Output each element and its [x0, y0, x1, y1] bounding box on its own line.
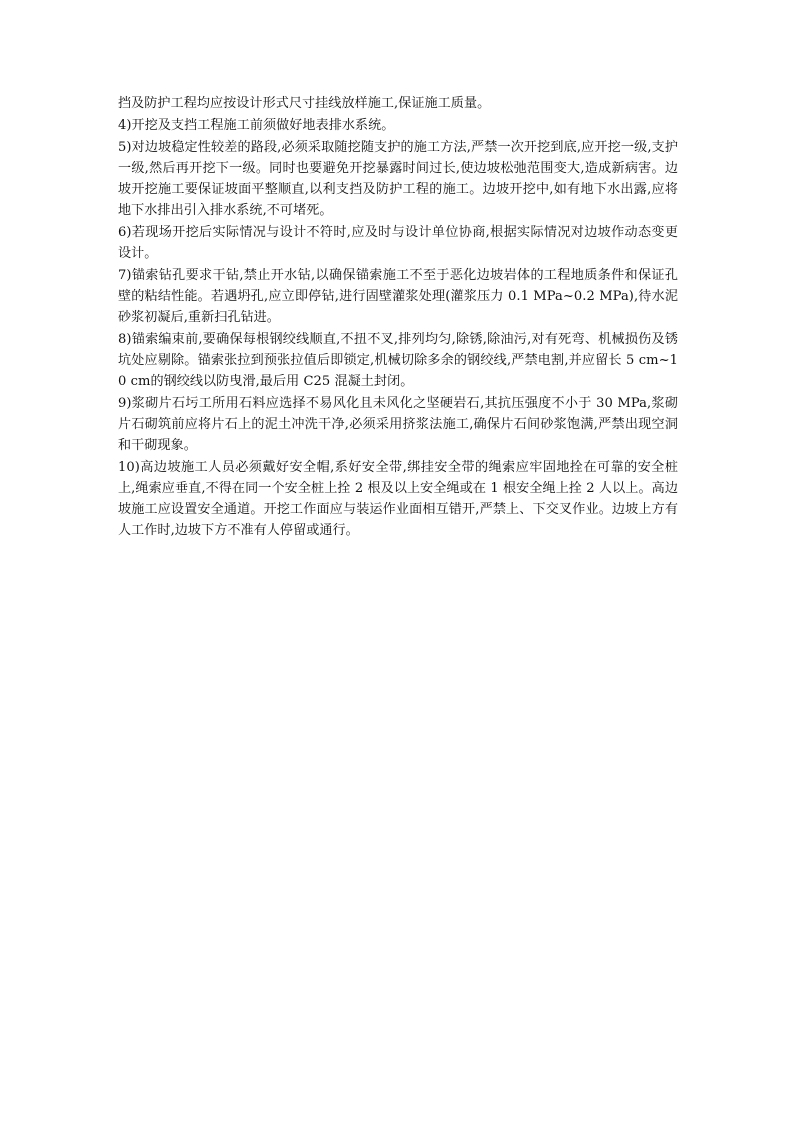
paragraph-item-8: 8)锚索编束前,要确保每根钢绞线顺直,不扭不叉,排列均匀,除锈,除油污,对有死弯、机械损伤及锈坑处应剔除。锚索张拉到预张拉值后即锁定,机械切除多余的钢绞线,严禁电割,并应留长 5 cm~10 cm的钢绞线以防曳滑,最后用 C25 混凝土封闭。	[118, 332, 678, 389]
document-page	[118, 93, 678, 542]
paragraph-item-9: 9)浆砌片石圬工所用石料应选择不易风化且未风化之坚硬岩石,其抗压强度不小于 30 MPa,浆砌片石砌筑前应将片石上的泥土冲洗干净,必须采用挤浆法施工,确保片石间砂浆饱满,严禁出现空洞和干砌现象。	[118, 396, 678, 453]
paragraph-continuation: 挡及防护工程均应按设计形式尺寸挂线放样施工,保证施工质量。	[118, 96, 491, 111]
paragraph-item-5: 5)对边坡稳定性较差的路段,必须采取随挖随支护的施工方法,严禁一次开挖到底,应开挖一级,支护一级,然后再开挖下一级。同时也要避免开挖暴露时间过长,使边坡松弛范围变大,造成新病害。边坡开挖施工要保证坡面平整顺直,以利支挡及防护工程的施工。边坡开挖中,如有地下水出露,应将地下水排出引入排水系统,不可堵死。	[118, 140, 678, 218]
paragraph-item-4: 4)开挖及支挡工程施工前须做好地表排水系统。	[118, 118, 395, 133]
paragraph-item-7: 7)锚索钻孔要求干钻,禁止开水钻,以确保锚索施工不至于恶化边坡岩体的工程地质条件和保证孔壁的粘结性能。若遇坍孔,应立即停钻,进行固壁灌浆处理(灌浆压力 0.1 MPa~0.2 MPa),待水泥砂浆初凝后,重新扫孔钻进。	[118, 268, 678, 325]
paragraph-item-10: 10)高边坡施工人员必须戴好安全帽,系好安全带,绑挂安全带的绳索应牢固地拴在可靠的安全桩上,绳索应垂直,不得在同一个安全桩上拴 2 根及以上安全绳或在 1 根安全绳上拴 2 人以上。高边坡施工应设置安全通道。开挖工作面应与装运作业面相互错开,严禁上、下交叉作业。边坡上方有人工作时,边坡下方不准有人停留或通行。	[118, 460, 678, 538]
paragraph-item-6: 6)若现场开挖后实际情况与设计不符时,应及时与设计单位协商,根据实际情况对边坡作动态变更设计。	[118, 225, 678, 261]
